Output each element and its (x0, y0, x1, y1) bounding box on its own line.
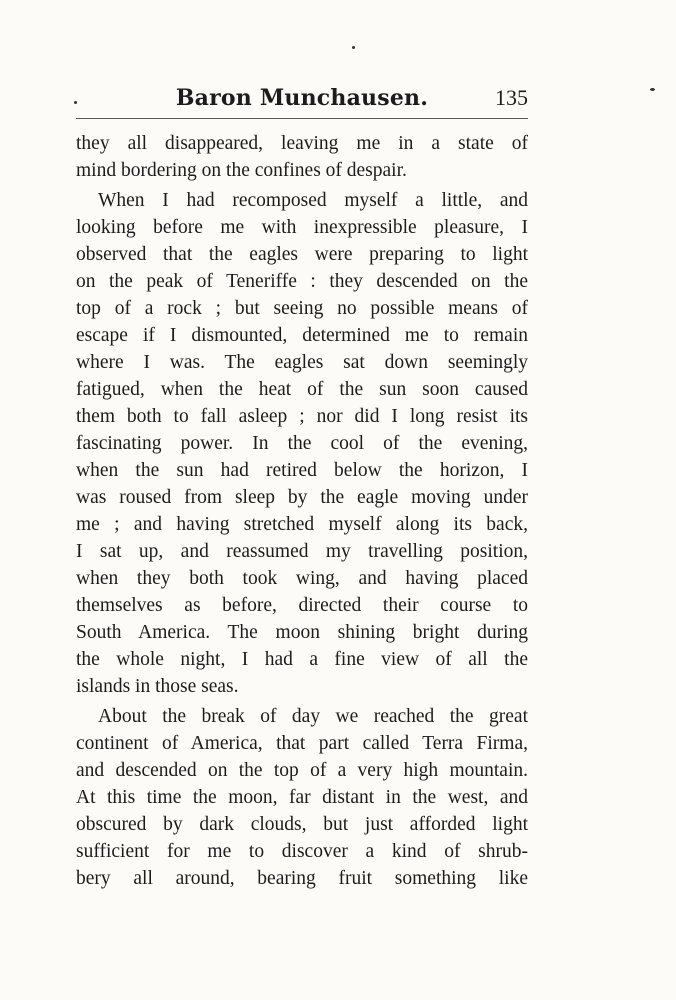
text-line: I sat up, and reassumed my travelling position, (76, 541, 528, 562)
text-line: South America. The moon shining bright during (76, 622, 528, 643)
text-line: when the sun had retired below the horizon, I (76, 460, 528, 481)
ink-speck (352, 46, 355, 49)
text-line: When I had recomposed myself a little, and (98, 190, 528, 211)
text-line: and descended on the top of a very high mountain. (76, 760, 528, 781)
text-line: About the break of day we reached the great (98, 706, 528, 727)
text-line: top of a rock ; but seeing no possible means of (76, 298, 528, 319)
text-line: they all disappeared, leaving me in a state of (76, 133, 528, 154)
text-line: At this time the moon, far distant in the west, and (76, 787, 528, 808)
page-header (76, 80, 528, 116)
running-head: Baron Munchausen. (175, 85, 429, 111)
text-line: mind bordering on the confines of despair. (76, 160, 407, 181)
body-text (76, 130, 528, 892)
text-line: fascinating power. In the cool of the evening, (76, 433, 528, 454)
text-line: islands in those seas. (76, 676, 239, 697)
text-line: the whole night, I had a fine view of all the (76, 649, 528, 670)
text-line: me ; and having stretched myself along its back, (76, 514, 528, 535)
text-line: them both to fall asleep ; nor did I long resist its (76, 406, 528, 427)
text-line: fatigued, when the heat of the sun soon caused (76, 379, 528, 400)
ink-speck (650, 88, 655, 91)
text-line: bery all around, bearing fruit something like (76, 868, 528, 889)
text-line: observed that the eagles were preparing to light (76, 244, 528, 265)
text-line: obscured by dark clouds, but just afforded light (76, 814, 528, 835)
text-line: escape if I dismounted, determined me to remain (76, 325, 528, 346)
text-line: sufficient for me to discover a kind of shrub- (76, 841, 528, 862)
page-number: 135 (495, 85, 528, 110)
text-line: when they both took wing, and having placed (76, 568, 528, 589)
text-line: looking before me with inexpressible pleasure, I (76, 217, 528, 238)
paragraph-2 (76, 187, 528, 700)
header-rule (76, 118, 528, 119)
text-line: continent of America, that part called Terra Firma, (76, 733, 528, 754)
paragraph-1 (76, 130, 528, 184)
text-line: themselves as before, directed their course to (76, 595, 528, 616)
text-line: was roused from sleep by the eagle moving under (76, 487, 528, 508)
text-line: where I was. The eagles sat down seemingly (76, 352, 528, 373)
text-line: on the peak of Teneriffe : they descended on the (76, 271, 528, 292)
paragraph-3 (76, 703, 528, 892)
